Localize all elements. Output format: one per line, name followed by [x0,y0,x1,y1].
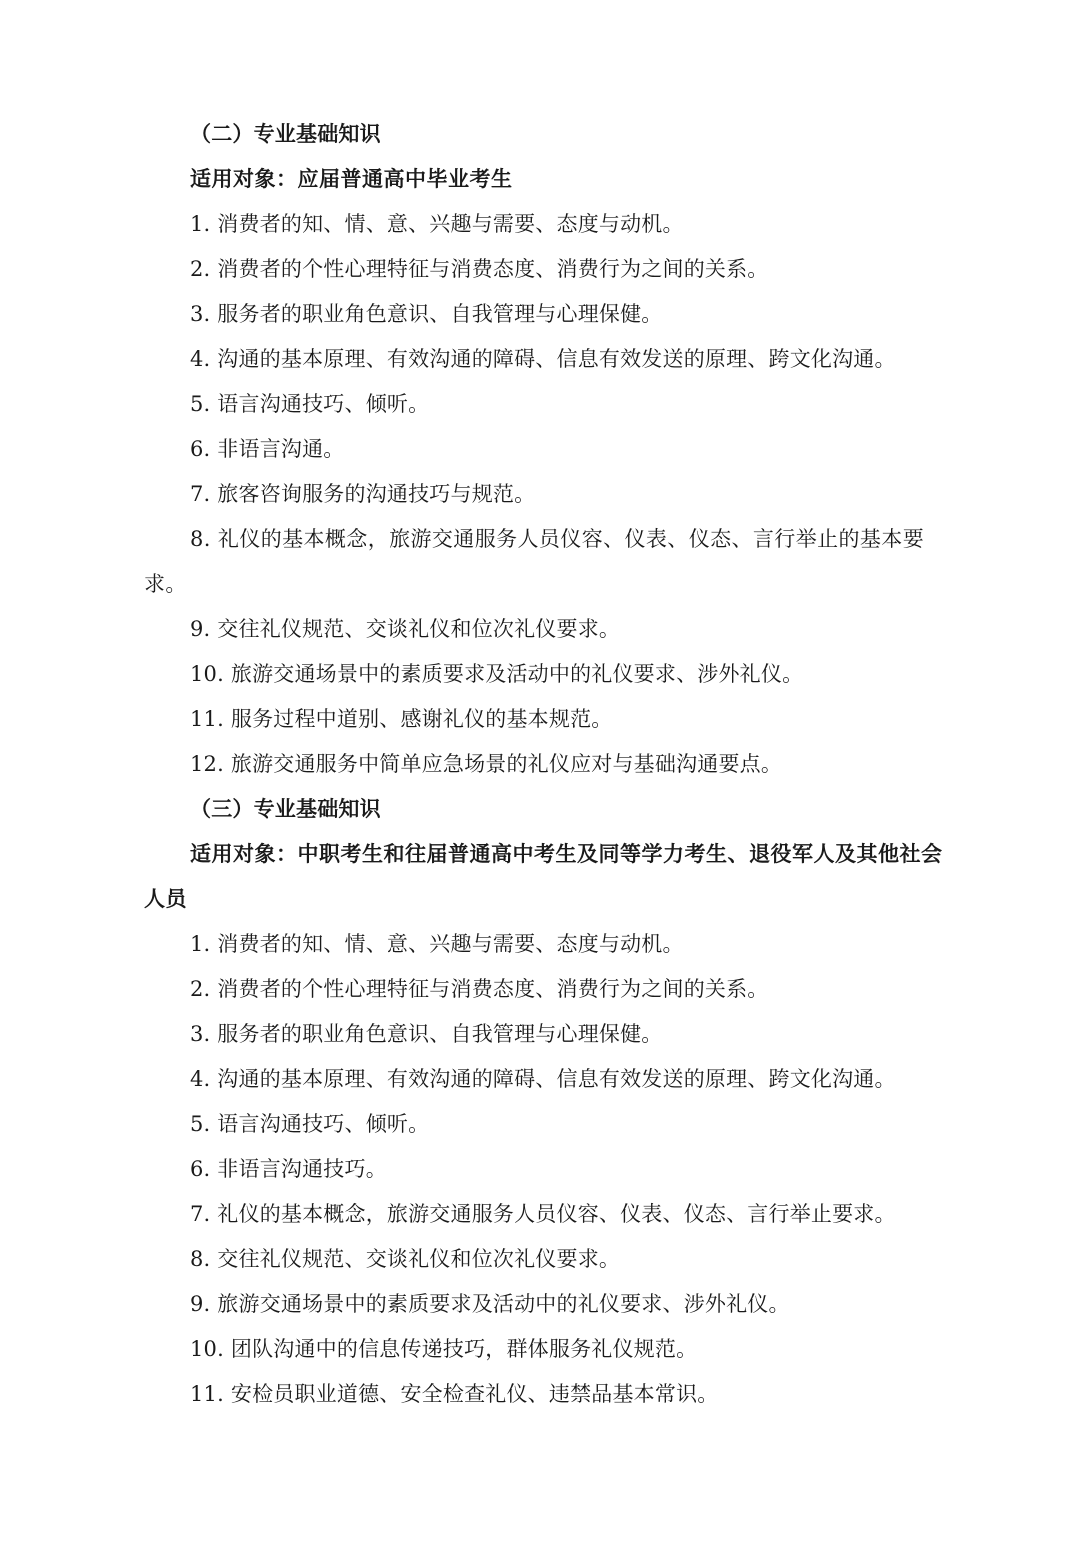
list-item: 6. 非语言沟通。 [190,437,345,461]
list-item: 7. 礼仪的基本概念，旅游交通服务人员仪容、仪表、仪态、言行举止要求。 [190,1202,896,1226]
list-item: 8. 礼仪的基本概念，旅游交通服务人员仪容、仪表、仪态、言行举止的基本要求。 [144,527,925,596]
document-content [144,112,944,1417]
list-item: 11. 安检员职业道德、安全检查礼仪、违禁品基本常识。 [190,1382,719,1406]
section-audience: 适用对象：应届普通高中毕业考生 [190,167,513,191]
list-item: 10. 旅游交通场景中的素质要求及活动中的礼仪要求、涉外礼仪。 [190,662,804,686]
list-item: 11. 服务过程中道别、感谢礼仪的基本规范。 [190,707,613,731]
list-item: 1. 消费者的知、情、意、兴趣与需要、态度与动机。 [190,212,684,236]
section-heading: （三）专业基础知识 [190,797,381,821]
list-item: 3. 服务者的职业角色意识、自我管理与心理保健。 [190,302,663,326]
list-item: 12. 旅游交通服务中简单应急场景的礼仪应对与基础沟通要点。 [190,752,783,776]
section-3 [144,787,944,1417]
list-item: 2. 消费者的个性心理特征与消费态度、消费行为之间的关系。 [190,257,769,281]
list-item: 3. 服务者的职业角色意识、自我管理与心理保健。 [190,1022,663,1046]
list-item: 5. 语言沟通技巧、倾听。 [190,392,430,416]
list-item: 6. 非语言沟通技巧。 [190,1157,387,1181]
list-item: 10. 团队沟通中的信息传递技巧，群体服务礼仪规范。 [190,1337,698,1361]
section-2 [144,112,944,787]
list-item: 1. 消费者的知、情、意、兴趣与需要、态度与动机。 [190,932,684,956]
section-heading: （二）专业基础知识 [190,122,381,146]
list-item: 8. 交往礼仪规范、交谈礼仪和位次礼仪要求。 [190,1247,621,1271]
list-item: 4. 沟通的基本原理、有效沟通的障碍、信息有效发送的原理、跨文化沟通。 [190,347,896,371]
list-item: 9. 交往礼仪规范、交谈礼仪和位次礼仪要求。 [190,617,621,641]
list-item: 7. 旅客咨询服务的沟通技巧与规范。 [190,482,536,506]
section-audience: 适用对象：中职考生和往届普通高中考生及同等学力考生、退役军人及其他社会人员 [144,842,943,911]
list-item: 5. 语言沟通技巧、倾听。 [190,1112,430,1136]
list-item: 2. 消费者的个性心理特征与消费态度、消费行为之间的关系。 [190,977,769,1001]
list-item: 9. 旅游交通场景中的素质要求及活动中的礼仪要求、涉外礼仪。 [190,1292,790,1316]
list-item: 4. 沟通的基本原理、有效沟通的障碍、信息有效发送的原理、跨文化沟通。 [190,1067,896,1091]
